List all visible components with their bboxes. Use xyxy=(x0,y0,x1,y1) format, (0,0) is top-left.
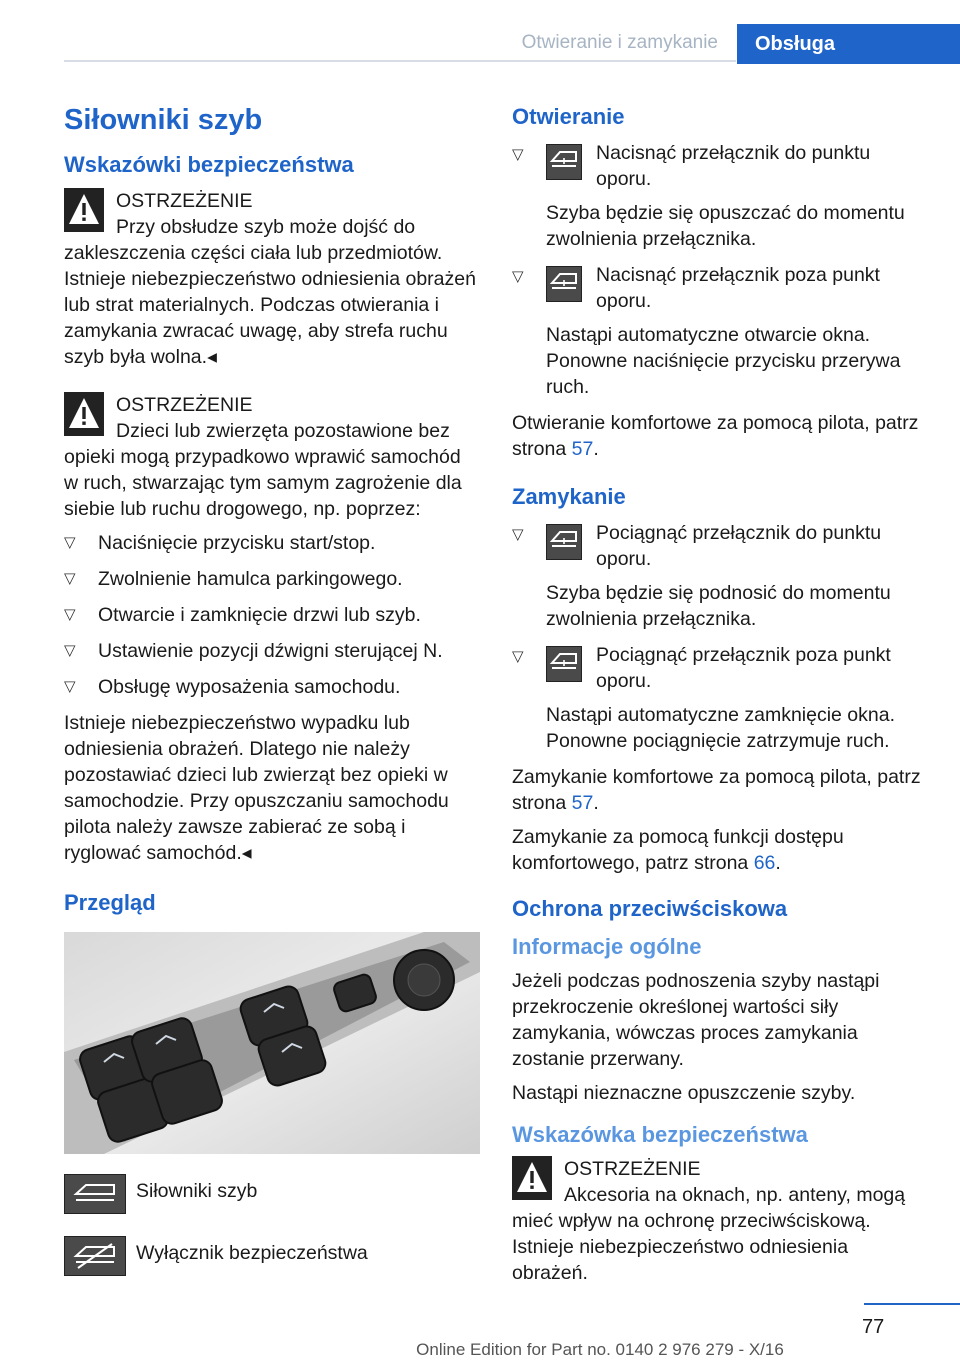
warning-box-1 xyxy=(64,188,480,370)
legend-window-switches xyxy=(64,1174,480,1214)
close-heading: Zamykanie xyxy=(512,484,626,509)
danger-text: Istnieje niebezpieczeństwo wypadku lub odniesienia obrażeń. Dlatego nie należy pozostawiać dzieci lub zwierząt bez opieki w samochodzie. Przy opuszczaniu samochodu pilota należy zawsze zabierać ze sobą i ryglować samochód. ◂ xyxy=(64,710,480,866)
bullet-triangle-icon: ▽ xyxy=(64,642,76,659)
left-column xyxy=(64,100,480,1298)
right-column xyxy=(512,100,928,1294)
legend-safety-switch xyxy=(64,1236,480,1276)
safety-switch-icon xyxy=(64,1236,126,1276)
legend-label: Wyłącznik bezpieczeństwa xyxy=(136,1242,368,1264)
header-rule xyxy=(64,60,736,62)
safety-heading: Wskazówki bezpieczeństwa xyxy=(64,152,354,177)
warning-label: OSTRZEŻENIE xyxy=(564,1158,701,1180)
warning-bullet-list xyxy=(64,530,480,700)
list-item: ▽ Zwolnienie hamulca parkingowego. xyxy=(64,568,403,590)
bullet-triangle-icon: ▽ xyxy=(64,606,76,623)
bullet-triangle-icon: ▽ xyxy=(512,268,524,285)
footer-rule xyxy=(864,1303,960,1305)
close-step-2: ▽ Pociągnąć przełącznik poza punkt oporu. Nastąpi automatyczne zamknięcie okna. Ponowne pociągnięcie zatrzymuje ruch. xyxy=(512,644,896,752)
footer-edition: Online Edition for Part no. 0140 2 976 279 - X/16 xyxy=(416,1340,784,1359)
list-item: ▽ Naciśnięcie przycisku start/stop. xyxy=(64,532,376,554)
warning-text: Akcesoria na oknach, np. anteny, mogą mieć wpływ na ochronę przeciwściskową. Istnieje niebezpieczeństwo odniesienia obrażeń. xyxy=(512,1184,906,1284)
open-step-2: ▽ Nacisnąć przełącznik poza punkt oporu. Nastąpi automatyczne otwarcie okna. Ponowne naciśnięcie przycisku przerywa ruch. xyxy=(512,264,901,398)
bullet-triangle-icon: ▽ xyxy=(64,570,76,587)
list-item: ▽ Otwarcie i zamknięcie drzwi lub szyb. xyxy=(64,604,421,626)
close-comfort-text: Zamykanie komfortowe za pomocą pilota, patrz strona 57. xyxy=(512,766,921,814)
warning-triangle-icon xyxy=(64,188,104,232)
general-text: Jeżeli podczas podnoszenia szyby nastąpi przekroczenie określonej wartości siły zamykania, wówczas proces zamykania zostanie przerwany. xyxy=(512,970,880,1070)
header-tab: Obsługa xyxy=(737,24,960,64)
bullet-triangle-icon: ▽ xyxy=(64,534,76,551)
page-number: 77 xyxy=(862,1316,885,1338)
header-section: Otwieranie i zamykanie xyxy=(521,32,718,53)
bullet-triangle-icon: ▽ xyxy=(512,146,524,163)
open-heading: Otwieranie xyxy=(512,104,625,129)
general-text-2: Nastąpi nieznaczne opuszczenie szyby. xyxy=(512,1082,856,1104)
legend-label: Siłowniki szyb xyxy=(136,1180,258,1202)
warning-triangle-icon xyxy=(64,392,104,436)
window-switch-icon xyxy=(546,266,582,302)
open-comfort-text: Otwieranie komfortowe za pomocą pilota, patrz strona 57. xyxy=(512,412,919,460)
safety-note-heading: Wskazówka bezpieczeństwa xyxy=(512,1122,808,1147)
overview-heading: Przegląd xyxy=(64,890,156,915)
warning-label: OSTRZEŻENIE xyxy=(116,190,253,212)
list-item: ▽ Obsługę wyposażenia samochodu. xyxy=(64,676,401,698)
warning-label: OSTRZEŻENIE xyxy=(116,394,253,416)
pinch-heading: Ochrona przeciwściskowa xyxy=(512,896,788,921)
general-heading: Informacje ogólne xyxy=(512,934,702,959)
window-switch-icon xyxy=(546,646,582,682)
page-link[interactable]: 57 xyxy=(571,792,594,814)
page-link[interactable]: 57 xyxy=(571,438,594,460)
bullet-triangle-icon: ▽ xyxy=(512,648,524,665)
open-step-1: ▽ Nacisnąć przełącznik do punktu oporu. Szyba będzie się opuszczać do momentu zwolnienia przełącznika. xyxy=(512,142,905,250)
close-access-text: Zamykanie za pomocą funkcji dostępu komfortowego, patrz strona 66. xyxy=(512,826,844,874)
window-switch-icon xyxy=(64,1174,126,1214)
list-item: ▽ Ustawienie pozycji dźwigni sterującej N. xyxy=(64,640,443,662)
window-switch-icon xyxy=(546,524,582,560)
page-link[interactable]: 66 xyxy=(753,852,776,874)
window-switch-photo xyxy=(64,932,480,1154)
close-step-1: ▽ Pociągnąć przełącznik do punktu oporu. Szyba będzie się podnosić do momentu zwolnienia przełącznika. xyxy=(512,522,891,630)
page-title: Siłowniki szyb xyxy=(64,104,263,136)
bullet-triangle-icon: ▽ xyxy=(64,678,76,695)
warning-text: Przy obsłudze szyb może dojść do zakleszczenia części ciała lub przedmiotów. Istnieje niebezpieczeństwo odniesienia obrażeń lub strat materialnych. Podczas otwierania i zamykania zwracać uwagę, aby strefa ruchu szyb była wolna. ◂ xyxy=(64,216,476,368)
window-switch-icon xyxy=(546,144,582,180)
bullet-triangle-icon: ▽ xyxy=(512,526,524,543)
warning-text: Dzieci lub zwierzęta pozostawione bez opieki mogą przypadkowo wprawić samochód w ruch, stwarzając tym samym zagrożenie dla siebie lub ruchu drogowego, np. poprzez: xyxy=(64,420,462,520)
warning-box-2 xyxy=(64,392,480,522)
warning-triangle-icon xyxy=(512,1156,552,1200)
warning-box-3 xyxy=(512,1156,928,1286)
